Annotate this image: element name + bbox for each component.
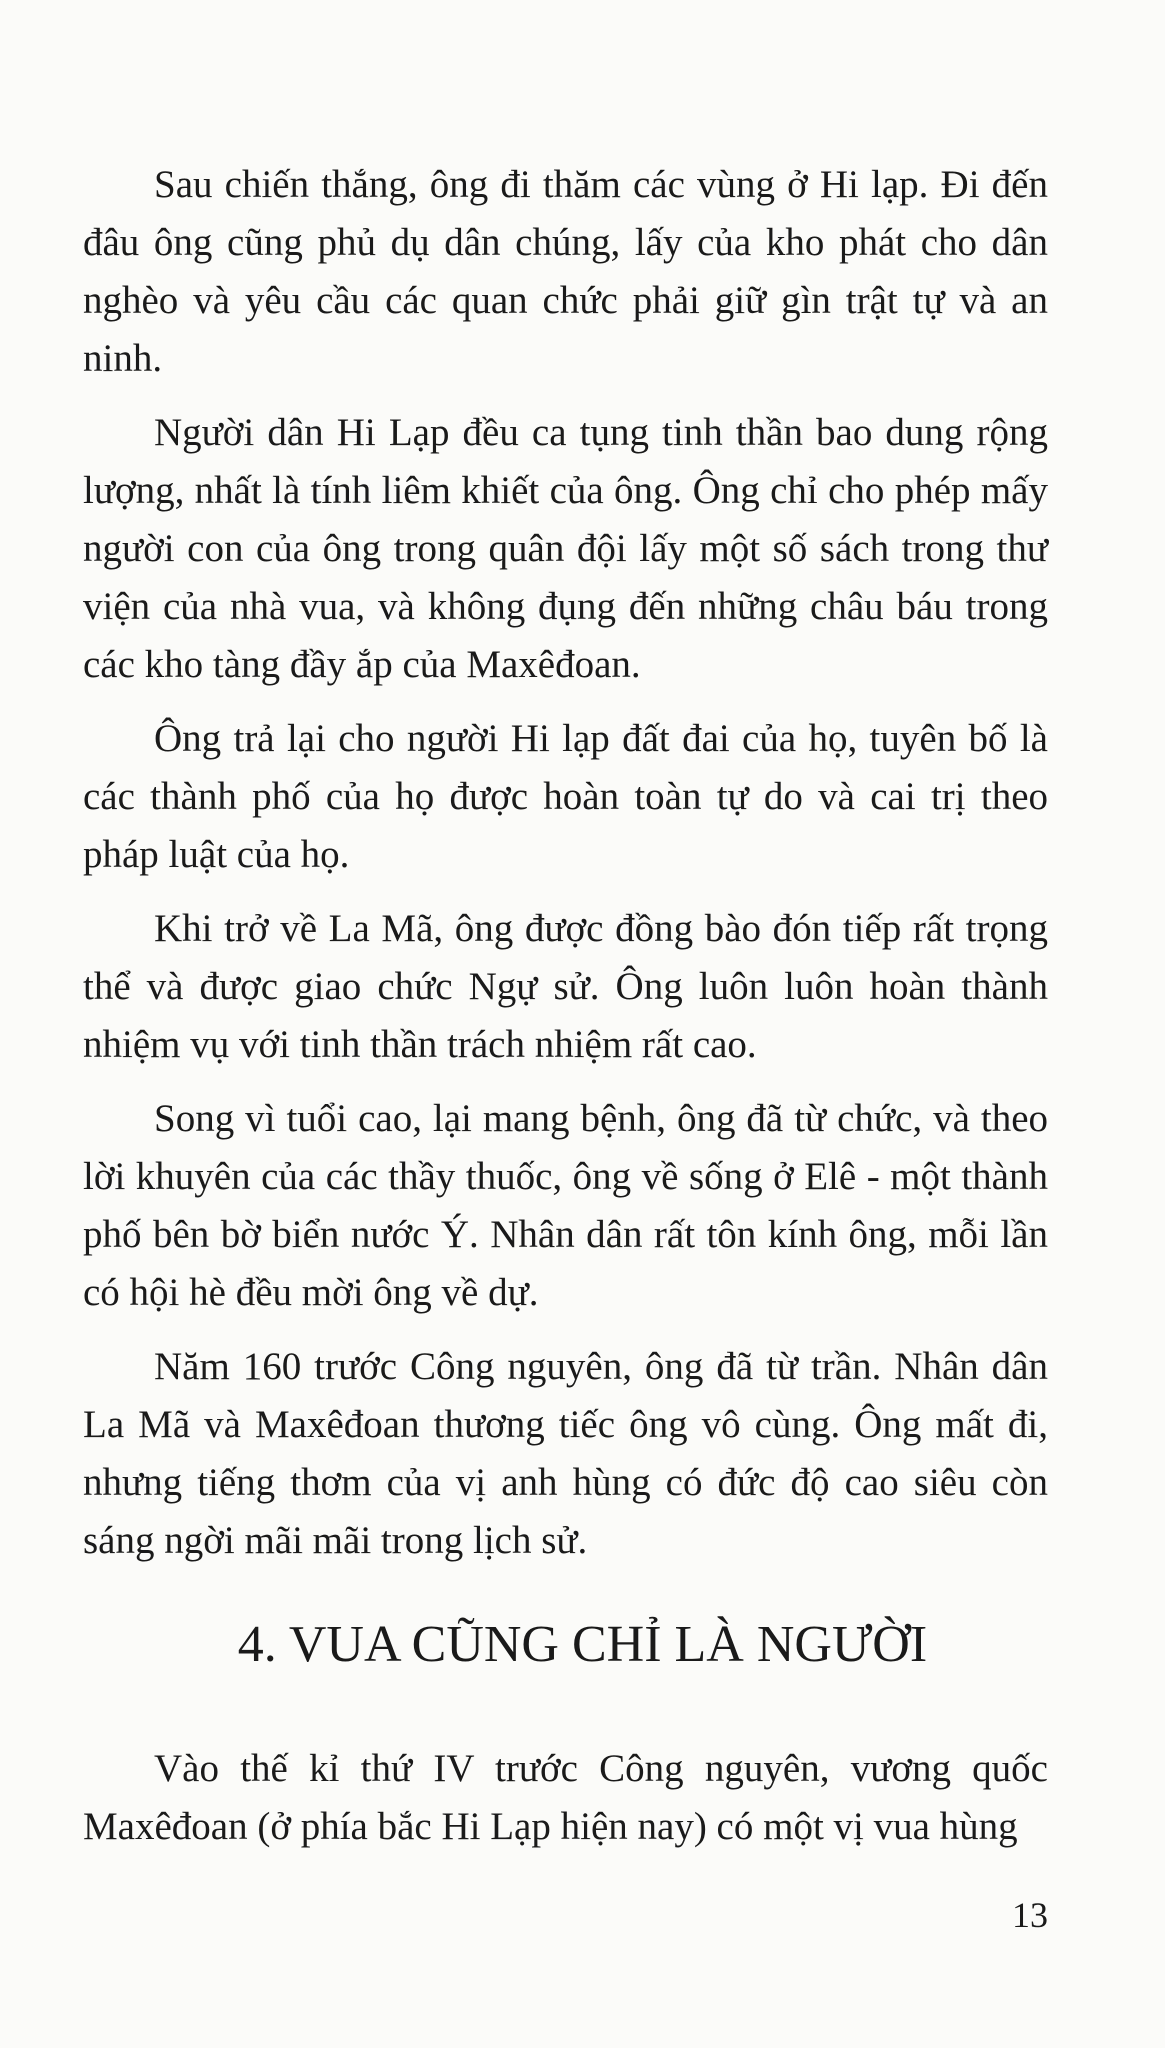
paragraph: Người dân Hi Lạp đều ca tụng tinh thần bao dung rộng lượng, nhất là tính liêm khiết của ông. Ông chỉ cho phép mấy người con của ông trong quân đội lấy một số sách trong thư viện của nhà vua, và không đụng đến những châu báu trong các kho tàng đầy ắp của Maxêđoan. xyxy=(83,411,1048,686)
paragraph: Khi trở về La Mã, ông được đồng bào đón tiếp rất trọng thể và được giao chức Ngự sử. Ông luôn luôn hoàn thành nhiệm vụ với tinh thần trách nhiệm rất cao. xyxy=(83,907,1048,1066)
paragraph: Ông trả lại cho người Hi lạp đất đai của họ, tuyên bố là các thành phố của họ được hoàn toàn tự do và cai trị theo pháp luật của họ. xyxy=(83,717,1048,876)
paragraph: Song vì tuổi cao, lại mang bệnh, ông đã từ chức, và theo lời khuyên của các thầy thuốc, ông về sống ở Elê - một thành phố bên bờ biển nước Ý. Nhân dân rất tôn kính ông, mỗi lần có hội hè đều mời ông về dự. xyxy=(83,1097,1048,1314)
body-text-bottom xyxy=(83,1740,1048,1872)
page-number: 13 xyxy=(1012,1895,1048,1935)
section-heading: 4. VUA CŨNG CHỈ LÀ NGƯỜI xyxy=(237,1616,928,1673)
paragraph: Sau chiến thắng, ông đi thăm các vùng ở Hi lạp. Đi đến đâu ông cũng phủ dụ dân chúng, lấy của kho phát cho dân nghèo và yêu cầu các quan chức phải giữ gìn trật tự và an ninh. xyxy=(83,163,1048,380)
paragraph: Vào thế kỉ thứ IV trước Công nguyên, vương quốc Maxêđoan (ở phía bắc Hi Lạp hiện nay) có một vị vua hùng xyxy=(83,1747,1048,1848)
body-text-top xyxy=(83,156,1048,1586)
paragraph: Năm 160 trước Công nguyên, ông đã từ trần. Nhân dân La Mã và Maxêđoan thương tiếc ông vô cùng. Ông mất đi, nhưng tiếng thơm của vị anh hùng có đức độ cao siêu còn sáng ngời mãi mãi trong lịch sử. xyxy=(83,1345,1048,1562)
